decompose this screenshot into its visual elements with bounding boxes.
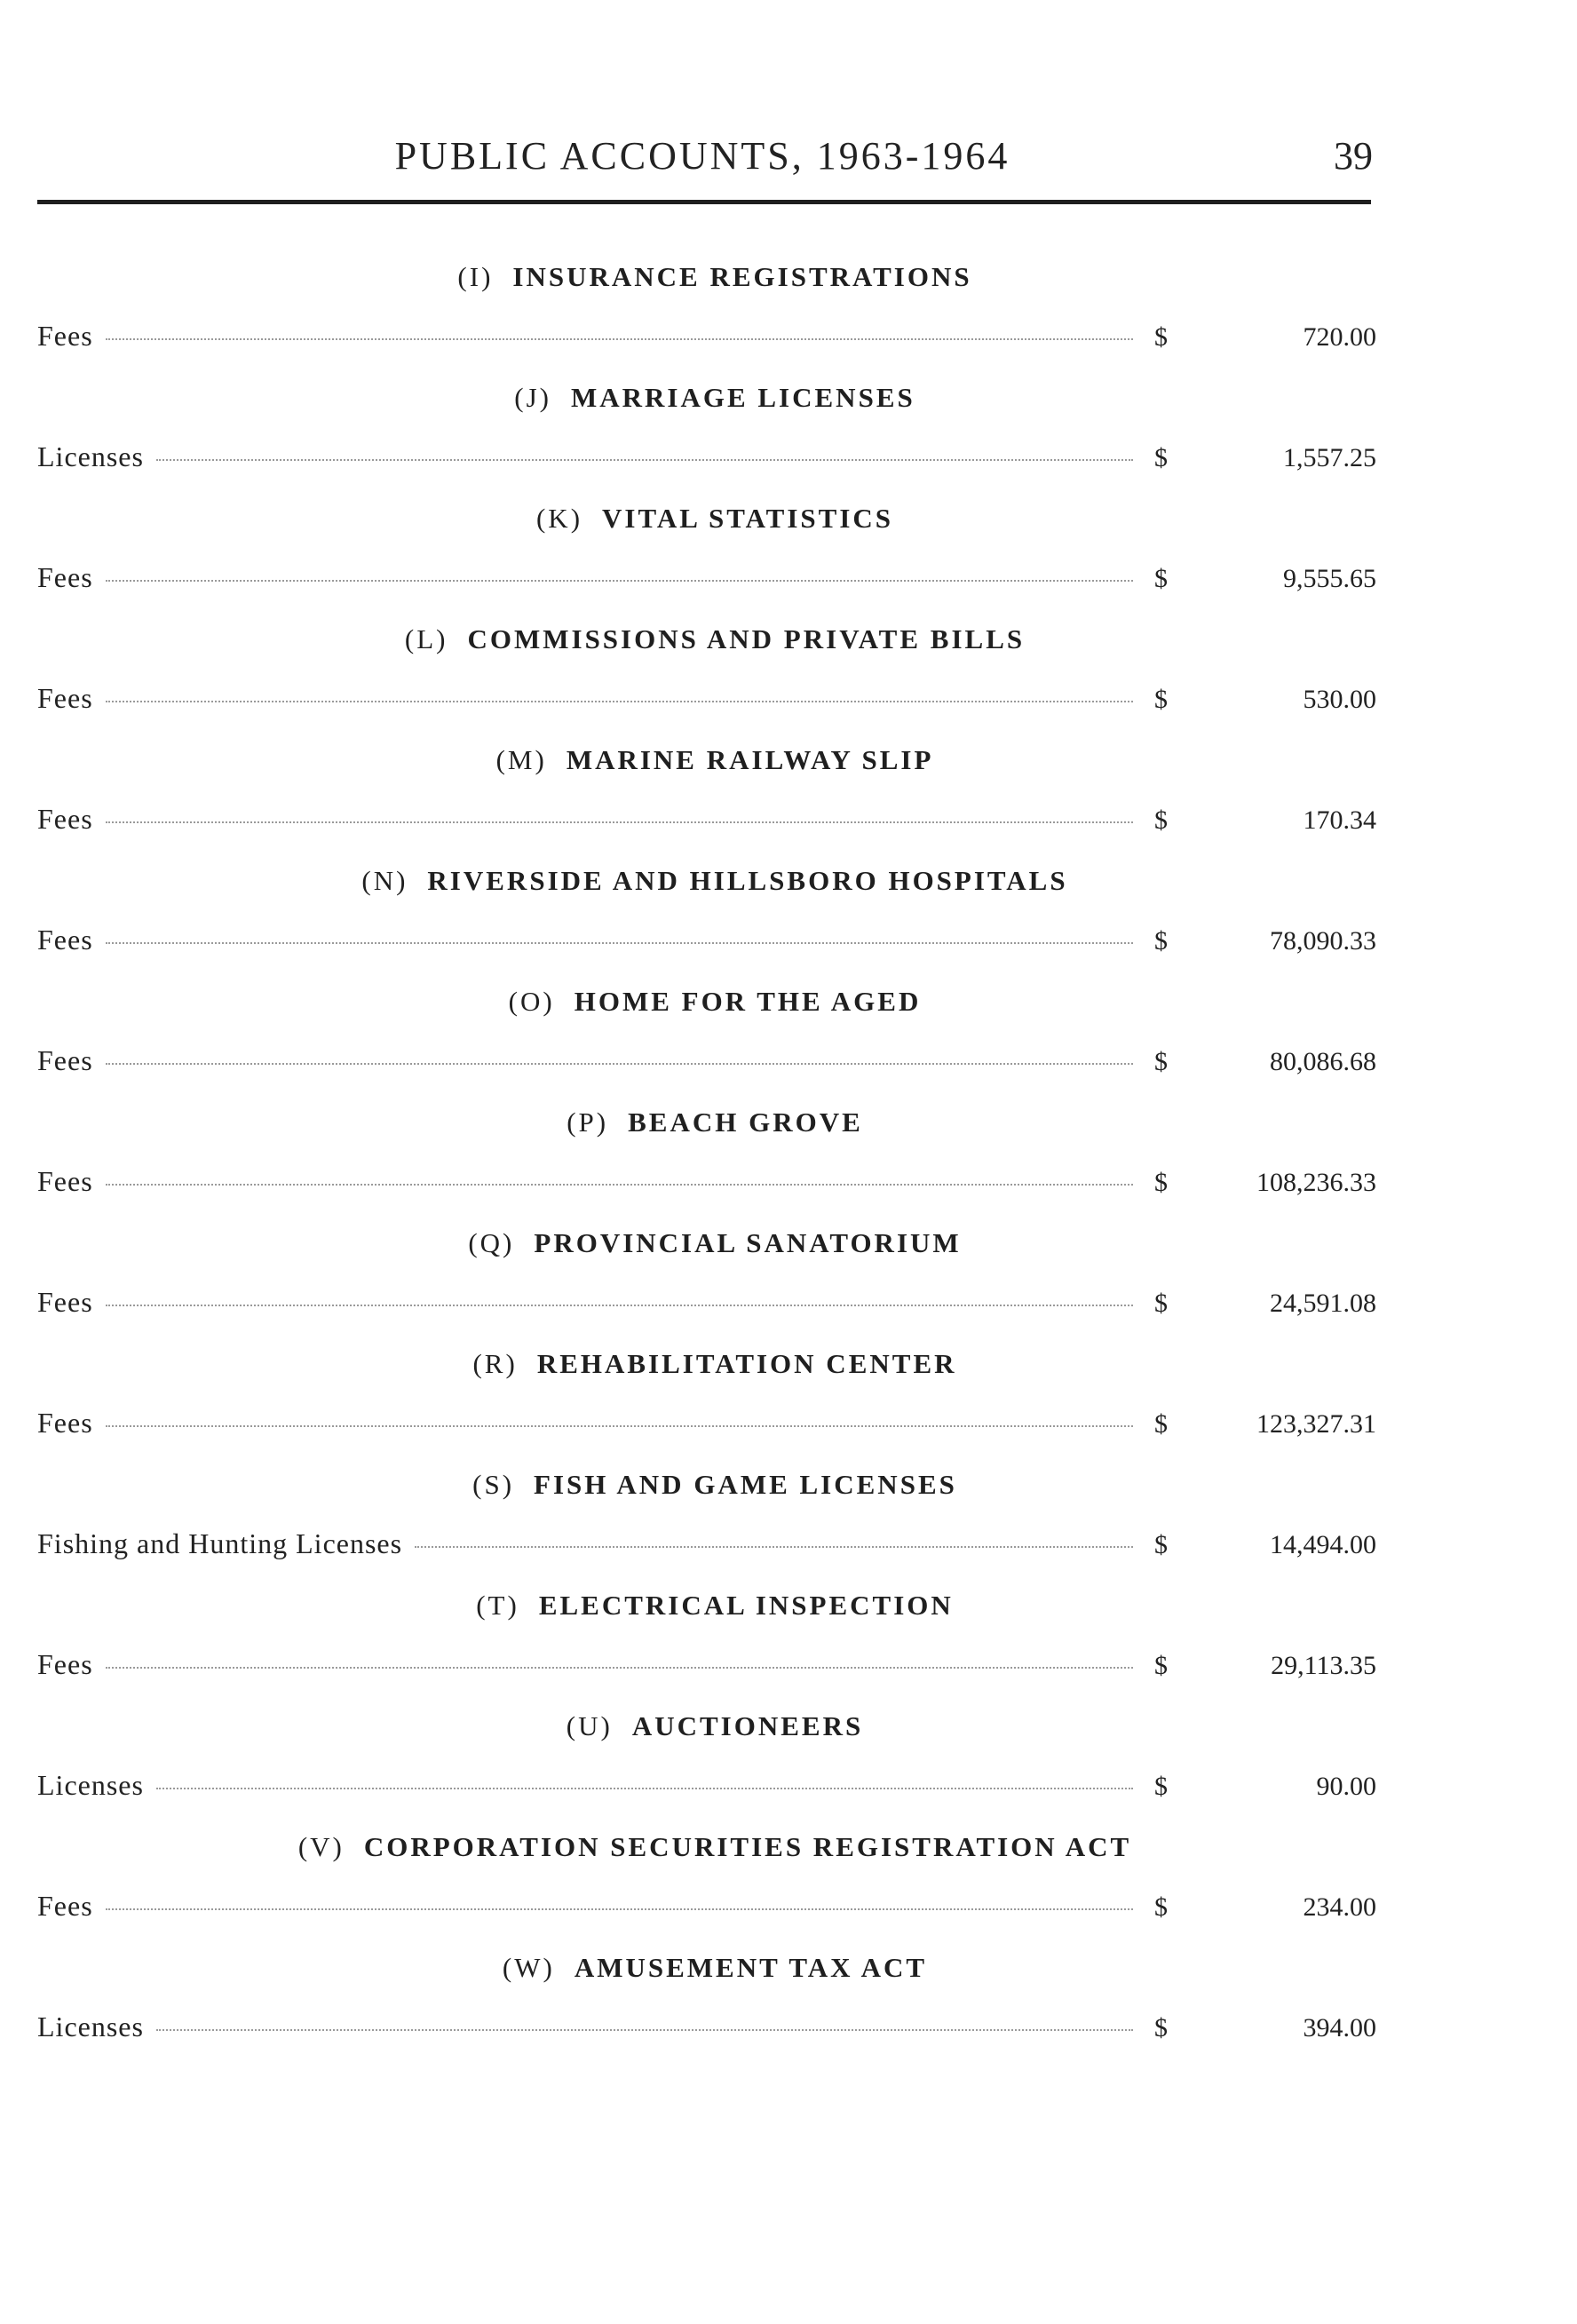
dot-leader [106,580,1133,582]
section-letter: (V) [297,1831,345,1862]
currency-symbol: $ [1154,805,1168,835]
currency-symbol: $ [1154,1168,1168,1197]
section-insurance-registrations [0,250,1577,371]
section-letter: (M) [495,744,547,775]
row-label: Fees [37,1165,93,1197]
section-title [0,1469,1430,1501]
dot-leader [106,1063,1133,1065]
account-row [37,440,1376,480]
row-label: Fees [37,1648,93,1680]
section-heading: ELECTRICAL INSPECTION [538,1590,954,1621]
dot-leader [106,1305,1133,1306]
section-title [0,865,1430,897]
section-title [0,261,1430,293]
section-amusement-tax-act [0,1941,1577,2062]
section-heading: PROVINCIAL SANATORIUM [534,1227,962,1258]
account-row [37,924,1376,963]
dot-leader [106,942,1133,944]
row-label: Licenses [37,440,144,472]
account-row [37,2011,1376,2050]
dot-leader [106,821,1133,823]
account-row [37,1407,1376,1446]
row-amount: 24,591.08 [1270,1289,1376,1318]
row-amount: 394.00 [1303,2013,1376,2042]
section-heading: REHABILITATION CENTER [536,1348,957,1379]
section-home-for-the-aged [0,975,1577,1096]
currency-symbol: $ [1154,1892,1168,1922]
row-label: Fees [37,561,93,593]
row-label: Fishing and Hunting Licenses [37,1527,403,1559]
row-amount: 14,494.00 [1270,1530,1376,1559]
section-letter: (P) [567,1106,609,1138]
section-letter: (K) [535,503,583,534]
section-letter: (L) [404,623,448,654]
dot-leader [106,1184,1133,1186]
section-letter: (J) [514,382,551,413]
currency-symbol: $ [1154,1651,1168,1680]
section-title [0,1590,1430,1622]
section-marine-railway-slip [0,734,1577,854]
section-letter: (U) [566,1710,613,1741]
page-header [37,133,1373,194]
section-vital-statistics [0,492,1577,613]
page-title: PUBLIC ACCOUNTS, 1963-1964 [394,134,1010,178]
dot-leader [106,1908,1133,1910]
section-beach-grove [0,1096,1577,1217]
row-amount: 90.00 [1316,1772,1376,1801]
section-letter: (O) [508,986,555,1017]
section-letter: (R) [472,1348,518,1379]
row-label: Licenses [37,1769,144,1801]
account-row [37,320,1376,359]
currency-symbol: $ [1154,564,1168,593]
row-label: Licenses [37,2011,144,2042]
section-electrical-inspection [0,1579,1577,1700]
section-letter: (S) [472,1469,515,1500]
currency-symbol: $ [1154,1409,1168,1439]
account-row [37,1648,1376,1687]
currency-symbol: $ [1154,926,1168,956]
row-amount: 9,555.65 [1283,564,1376,593]
account-row [37,682,1376,721]
section-heading: BEACH GROVE [628,1106,863,1138]
currency-symbol: $ [1154,1047,1168,1076]
section-title [0,1710,1430,1742]
dot-leader [106,1425,1133,1427]
section-auctioneers [0,1700,1577,1820]
dot-leader [106,338,1133,340]
page-number: 39 [1334,134,1373,178]
section-riverside-hillsboro-hospitals [0,854,1577,975]
section-provincial-sanatorium [0,1217,1577,1337]
dot-leader [106,701,1133,702]
section-title [0,986,1430,1018]
row-label: Fees [37,1890,93,1922]
section-letter: (I) [457,261,494,292]
row-label: Fees [37,682,93,714]
section-heading: RIVERSIDE AND HILLSBORO HOSPITALS [427,865,1068,896]
row-amount: 234.00 [1303,1892,1376,1922]
section-letter: (T) [476,1590,519,1621]
row-amount: 170.34 [1303,805,1376,835]
dot-leader [156,1788,1133,1789]
section-heading: INSURANCE REGISTRATIONS [512,261,972,292]
section-heading: VITAL STATISTICS [602,503,894,534]
accounts-list [0,250,1577,2062]
row-amount: 123,327.31 [1256,1409,1376,1439]
row-amount: 530.00 [1303,685,1376,714]
section-title [0,744,1430,776]
currency-symbol: $ [1154,1289,1168,1318]
currency-symbol: $ [1154,685,1168,714]
section-title [0,1831,1430,1863]
section-title [0,503,1430,535]
dot-leader [156,2029,1133,2031]
section-title [0,1106,1430,1138]
section-title [0,382,1430,414]
section-marriage-licenses [0,371,1577,492]
row-amount: 80,086.68 [1270,1047,1376,1076]
section-letter: (Q) [468,1227,515,1258]
section-commissions-private-bills [0,613,1577,734]
row-label: Fees [37,924,93,956]
account-row [37,1769,1376,1808]
account-row [37,803,1376,842]
section-title [0,1952,1430,1984]
currency-symbol: $ [1154,443,1168,472]
row-label: Fees [37,1407,93,1439]
section-rehabilitation-center [0,1337,1577,1458]
section-title [0,623,1430,655]
section-heading: COMMISSIONS AND PRIVATE BILLS [467,623,1026,654]
account-row [37,561,1376,600]
section-heading: HOME FOR THE AGED [574,986,922,1017]
account-row [37,1286,1376,1325]
section-heading: FISH AND GAME LICENSES [534,1469,957,1500]
section-heading: AUCTIONEERS [631,1710,864,1741]
row-label: Fees [37,1286,93,1318]
account-row [37,1527,1376,1567]
currency-symbol: $ [1154,322,1168,352]
dot-leader [415,1546,1133,1548]
dot-leader [106,1667,1133,1669]
row-amount: 720.00 [1303,322,1376,352]
row-label: Fees [37,1044,93,1076]
section-heading: MARINE RAILWAY SLIP [566,744,934,775]
currency-symbol: $ [1154,1530,1168,1559]
section-letter: (W) [502,1952,555,1983]
currency-symbol: $ [1154,1772,1168,1801]
header-rule [37,200,1371,204]
section-heading: AMUSEMENT TAX ACT [574,1952,928,1983]
dot-leader [156,459,1133,461]
row-label: Fees [37,803,93,835]
section-letter: (N) [361,865,408,896]
section-heading: MARRIAGE LICENSES [570,382,915,413]
section-fish-game-licenses [0,1458,1577,1579]
section-heading: CORPORATION SECURITIES REGISTRATION ACT [363,1831,1132,1862]
row-amount: 1,557.25 [1283,443,1376,472]
section-title [0,1348,1430,1380]
row-amount: 78,090.33 [1270,926,1376,956]
account-row [37,1890,1376,1929]
currency-symbol: $ [1154,2013,1168,2042]
section-corporation-securities [0,1820,1577,1941]
row-label: Fees [37,320,93,352]
row-amount: 29,113.35 [1271,1651,1376,1680]
row-amount: 108,236.33 [1256,1168,1376,1197]
section-title [0,1227,1430,1259]
account-row [37,1165,1376,1204]
account-row [37,1044,1376,1083]
